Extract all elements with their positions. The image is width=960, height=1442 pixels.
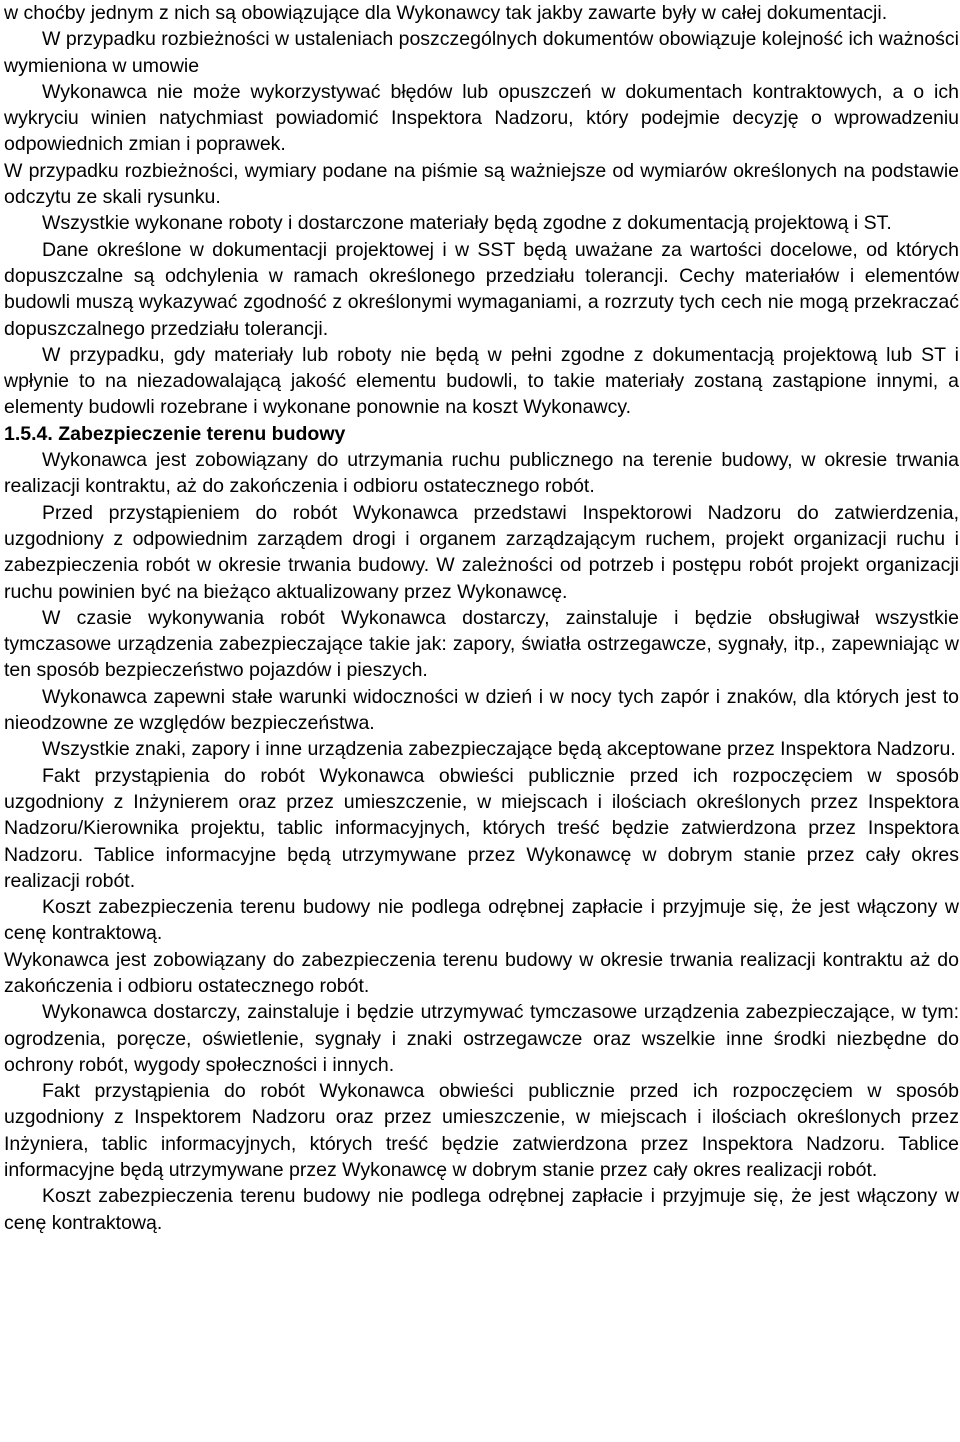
document-body bbox=[4, 0, 959, 1236]
paragraph-10: W czasie wykonywania robót Wykonawca dostarczy, zainstaluje i będzie obsługiwał wszystkie tymczasowe urządzenia zabezpieczające takie jak: zapory, światła ostrzegawcze, sygnały, itp., zapewniając w ten sposób bezpieczeństwo pojazdów i pieszych. bbox=[4, 606, 959, 682]
paragraph-6: Dane określone w dokumentacji projektowej i w SST będą uważane za wartości docelowe, od których dopuszczalne są odchylenia w ramach określonego przedziału tolerancji. Cechy materiałów i elementów budowli muszą wykazywać zgodność z określonymi wymaganiami, a rozrzuty tych cech nie mogą przekraczać dopuszczalnego przedziału tolerancji. bbox=[4, 238, 959, 340]
paragraph-11: Wykonawca zapewni stałe warunki widoczności w dzień i w nocy tych zapór i znaków, dla których jest to nieodzowne ze względów bezpieczeństwa. bbox=[4, 685, 959, 735]
paragraph-16: Wykonawca dostarczy, zainstaluje i będzie utrzymywać tymczasowe urządzenia zabezpieczające, w tym: ogrodzenia, poręcze, oświetlenie, sygnały i znaki ostrzegawcze oraz wszelkie inne środki niezbędne do ochrony robót, wygody społeczności i innych. bbox=[4, 1001, 959, 1076]
paragraph-17: Fakt przystąpienia do robót Wykonawca obwieści publicznie przed ich rozpoczęciem w sposób uzgodniony z Inspektorem Nadzoru oraz przez umieszczenie, w miejscach i ilościach określonych przez Inżyniera, tablic informacyjnych, których treść będzie zatwierdzona przez Inspektora Nadzoru. Tablice informacyjne będą utrzymywane przez Wykonawcę w dobrym stanie przez cały okres realizacji robót. bbox=[4, 1080, 959, 1182]
paragraph-8: Wykonawca jest zobowiązany do utrzymania ruchu publicznego na terenie budowy, w okresie trwania realizacji kontraktu, aż do zakończenia i odbioru ostatecznego robót. bbox=[4, 449, 959, 498]
paragraph-14: Koszt zabezpieczenia terenu budowy nie podlega odrębnej zapłacie i przyjmuje się, że jest włączony w cenę kontraktową. bbox=[4, 896, 959, 945]
paragraph-7: W przypadku, gdy materiały lub roboty nie będą w pełni zgodne z dokumentacją projektową lub ST i wpłynie to na niezadowalającą jakość elementu budowli, to takie materiały zostaną zastąpione innymi, a elementy budowli rozebrane i wykonane ponownie na koszt Wykonawcy. bbox=[4, 343, 959, 419]
paragraph-2: W przypadku rozbieżności w ustaleniach poszczególnych dokumentów obowiązuje kolejność ich ważności wymieniona w umowie bbox=[4, 28, 959, 77]
paragraph-13: Fakt przystąpienia do robót Wykonawca obwieści publicznie przed ich rozpoczęciem w sposób uzgodniony z Inżynierem oraz przez umieszczenie, w miejscach i ilościach określonych przez Inspektora Nadzoru/Kierownika projektu, tablic informacyjnych, których treść będzie zatwierdzona przez Inspektora Nadzoru. Tablice informacyjne będą utrzymywane przez Wykonawcę w dobrym stanie przez cały okres realizacji robót. bbox=[4, 764, 959, 892]
paragraph-5: Wszystkie wykonane roboty i dostarczone materiały będą zgodne z dokumentacją projektową i ST. bbox=[42, 212, 892, 235]
paragraph-18: Koszt zabezpieczenia terenu budowy nie podlega odrębnej zapłacie i przyjmuje się, że jest włączony w cenę kontraktową. bbox=[4, 1185, 959, 1234]
paragraph-1: w choćby jednym z nich są obowiązujące dla Wykonawcy tak jakby zawarte były w całej dokumentacji. bbox=[4, 2, 888, 24]
paragraph-9: Przed przystąpieniem do robót Wykonawca przedstawi Inspektorowi Nadzoru do zatwierdzenia, uzgodniony z odpowiednim zarządem drogi i organem zarządzającym ruchem, projekt organizacji ruchu i zabezpieczenia robót w okresie trwania budowy. W zależności od potrzeb i postępu robót projekt organizacji ruchu powinien być na bieżąco aktualizowany przez Wykonawcę. bbox=[4, 501, 959, 603]
paragraph-12: Wszystkie znaki, zapory i inne urządzenia zabezpieczające będą akceptowane przez Inspektora Nadzoru. bbox=[42, 738, 956, 761]
paragraph-15: Wykonawca jest zobowiązany do zabezpieczenia terenu budowy w okresie trwania realizacji kontraktu aż do zakończenia i odbioru ostatecznego robót. bbox=[4, 948, 959, 997]
section-heading: 1.5.4. Zabezpieczenie terenu budowy bbox=[4, 422, 346, 445]
paragraph-4: W przypadku rozbieżności, wymiary podane na piśmie są ważniejsze od wymiarów określonych na podstawie odczytu ze skali rysunku. bbox=[4, 159, 959, 209]
paragraph-3: Wykonawca nie może wykorzystywać błędów lub opuszczeń w dokumentach kontraktowych, a o ich wykryciu winien natychmiast powiadomić Inspektora Nadzoru, który podejmie decyzję o wprowadzeniu odpowiednich zmian i poprawek. bbox=[4, 80, 959, 156]
